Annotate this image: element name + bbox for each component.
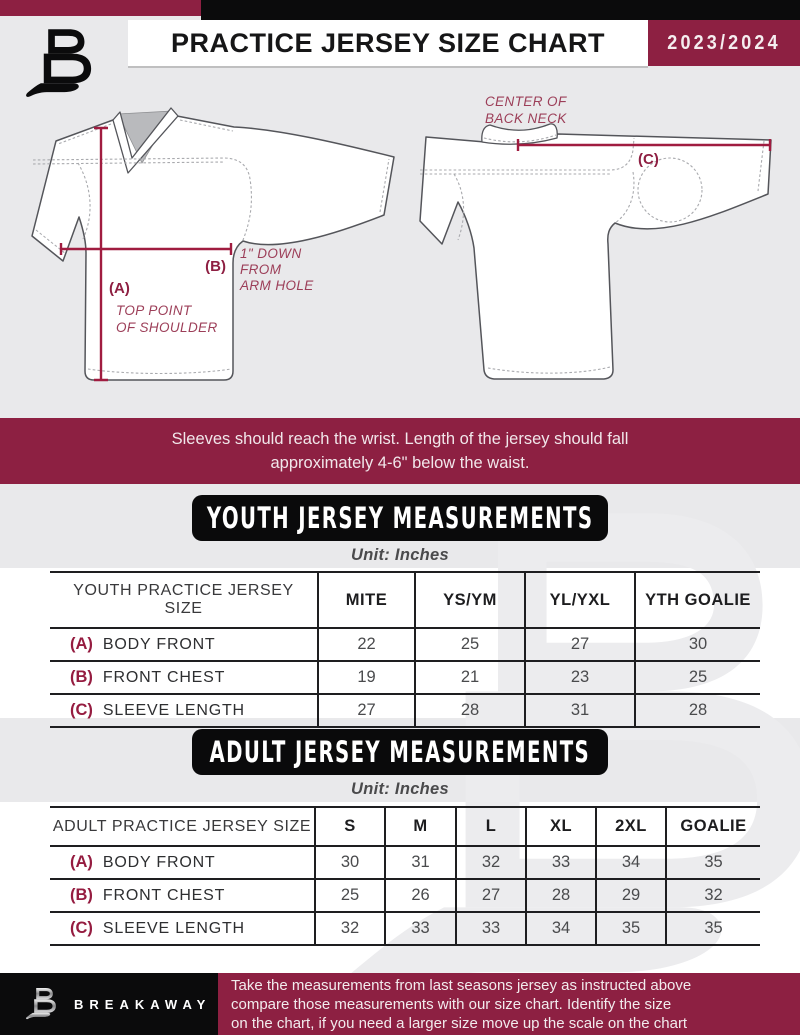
adult-size-header: L (456, 807, 526, 846)
cell-value: 26 (385, 879, 456, 912)
cell-value: 33 (456, 912, 526, 945)
cell-value: 23 (525, 661, 635, 694)
measure-note-c-line1: CENTER OF (485, 94, 567, 109)
adult-unit-label: Unit: Inches (350, 780, 450, 798)
cell-value: 25 (315, 879, 385, 912)
row-key: (B) (70, 668, 93, 686)
row-key: (B) (70, 886, 93, 904)
adult-first-header: ADULT PRACTICE JERSEY SIZE (50, 807, 315, 846)
table-row (50, 846, 760, 879)
breakaway-footer-logo-icon (26, 984, 60, 1024)
table-row (50, 879, 760, 912)
row-label (50, 879, 315, 912)
footer-line3: on the chart, if you need a larger size move up the scale on the chart (231, 1015, 688, 1032)
row-label (50, 912, 315, 945)
row-key: (C) (70, 919, 93, 937)
youth-header-row (50, 572, 760, 628)
cell-value: 32 (666, 879, 760, 912)
measure-note-b-line3: ARM HOLE (240, 278, 314, 293)
banner-line2: approximately 4-6" below the waist. (270, 454, 530, 472)
row-label (50, 661, 318, 694)
row-name: BODY FRONT (102, 636, 216, 653)
measure-note-b-line1: 1" DOWN (240, 246, 302, 261)
cell-value: 32 (456, 846, 526, 879)
cell-value: 25 (635, 661, 760, 694)
cell-value: 19 (318, 661, 415, 694)
youth-heading: YOUTH JERSEY MEASUREMENTS (206, 501, 594, 535)
adult-size-table (50, 806, 760, 946)
table-row (50, 912, 760, 945)
youth-size-table (50, 571, 760, 728)
cell-value: 34 (596, 846, 666, 879)
row-key: (C) (70, 701, 93, 719)
youth-unit-label: Unit: Inches (350, 546, 450, 564)
youth-size-header: YTH GOALIE (635, 572, 760, 628)
header-black-strip (201, 0, 800, 20)
cell-value: 28 (635, 694, 760, 727)
cell-value: 33 (385, 912, 456, 945)
measure-key-c: (C) (638, 151, 659, 168)
row-name: SLEEVE LENGTH (102, 920, 245, 937)
front-jersey-diagram (28, 103, 400, 405)
measure-key-b: (B) (205, 258, 226, 275)
youth-size-header: YL/YXL (525, 572, 635, 628)
adult-size-header: XL (526, 807, 596, 846)
breakaway-logo-icon (26, 22, 100, 106)
row-key: (A) (70, 635, 93, 653)
youth-size-header: MITE (318, 572, 415, 628)
cell-value: 25 (415, 628, 525, 661)
adult-heading-pill (192, 729, 608, 775)
measure-note-a-line2: OF SHOULDER (116, 320, 218, 335)
footer-line1: Take the measurements from last seasons jersey as instructed above (231, 977, 692, 994)
cell-value: 35 (666, 846, 760, 879)
cell-value: 28 (415, 694, 525, 727)
adult-heading: ADULT JERSEY MEASUREMENTS (209, 735, 591, 769)
table-row (50, 628, 760, 661)
row-name: FRONT CHEST (102, 887, 226, 904)
measure-note-b-line2: FROM (240, 262, 282, 277)
adult-size-header: M (385, 807, 456, 846)
cell-value: 30 (315, 846, 385, 879)
footer-instructions (218, 973, 800, 1035)
cell-value: 28 (526, 879, 596, 912)
footer-brand-block (0, 973, 218, 1035)
adult-header-row (50, 807, 760, 846)
cell-value: 35 (596, 912, 666, 945)
table-row (50, 661, 760, 694)
cell-value: 22 (318, 628, 415, 661)
cell-value: 31 (525, 694, 635, 727)
footer-line2: compare those measurements with our size chart. Identify the size (231, 996, 672, 1013)
cell-value: 27 (456, 879, 526, 912)
row-name: FRONT CHEST (102, 669, 226, 686)
header-maroon-strip (0, 0, 201, 16)
youth-size-header: YS/YM (415, 572, 525, 628)
cell-value: 35 (666, 912, 760, 945)
row-label (50, 846, 315, 879)
banner-line1: Sleeves should reach the wrist. Length of the jersey should fall (171, 430, 629, 448)
brand-wordmark: BREAKAWAY (74, 996, 212, 1012)
cell-value: 21 (415, 661, 525, 694)
youth-first-header: YOUTH PRACTICE JERSEY SIZE (50, 572, 318, 628)
adult-size-header: 2XL (596, 807, 666, 846)
cell-value: 27 (318, 694, 415, 727)
cell-value: 27 (525, 628, 635, 661)
measure-note-c-line2: BACK NECK (485, 111, 567, 126)
page-title: PRACTICE JERSEY SIZE CHART (170, 27, 606, 58)
season-badge (648, 20, 800, 66)
footer (0, 973, 800, 1035)
jersey-diagrams (0, 90, 800, 418)
row-name: BODY FRONT (102, 854, 216, 871)
row-label (50, 628, 318, 661)
back-jersey-body (420, 134, 771, 379)
cell-value: 30 (635, 628, 760, 661)
cell-value: 29 (596, 879, 666, 912)
page-title-box (128, 20, 648, 66)
fit-guidance-banner (0, 418, 800, 484)
cell-value: 33 (526, 846, 596, 879)
back-jersey-diagram (418, 86, 790, 408)
cell-value: 31 (385, 846, 456, 879)
measure-key-a: (A) (109, 280, 130, 297)
row-name: SLEEVE LENGTH (102, 702, 245, 719)
table-row (50, 694, 760, 727)
adult-size-header: GOALIE (666, 807, 760, 846)
row-key: (A) (70, 853, 93, 871)
adult-size-header: S (315, 807, 385, 846)
cell-value: 32 (315, 912, 385, 945)
measure-note-a-line1: TOP POINT (116, 303, 192, 318)
row-label (50, 694, 318, 727)
youth-heading-pill (192, 495, 608, 541)
season-label: 2023/2024 (667, 31, 781, 54)
cell-value: 34 (526, 912, 596, 945)
back-collar (482, 124, 557, 144)
